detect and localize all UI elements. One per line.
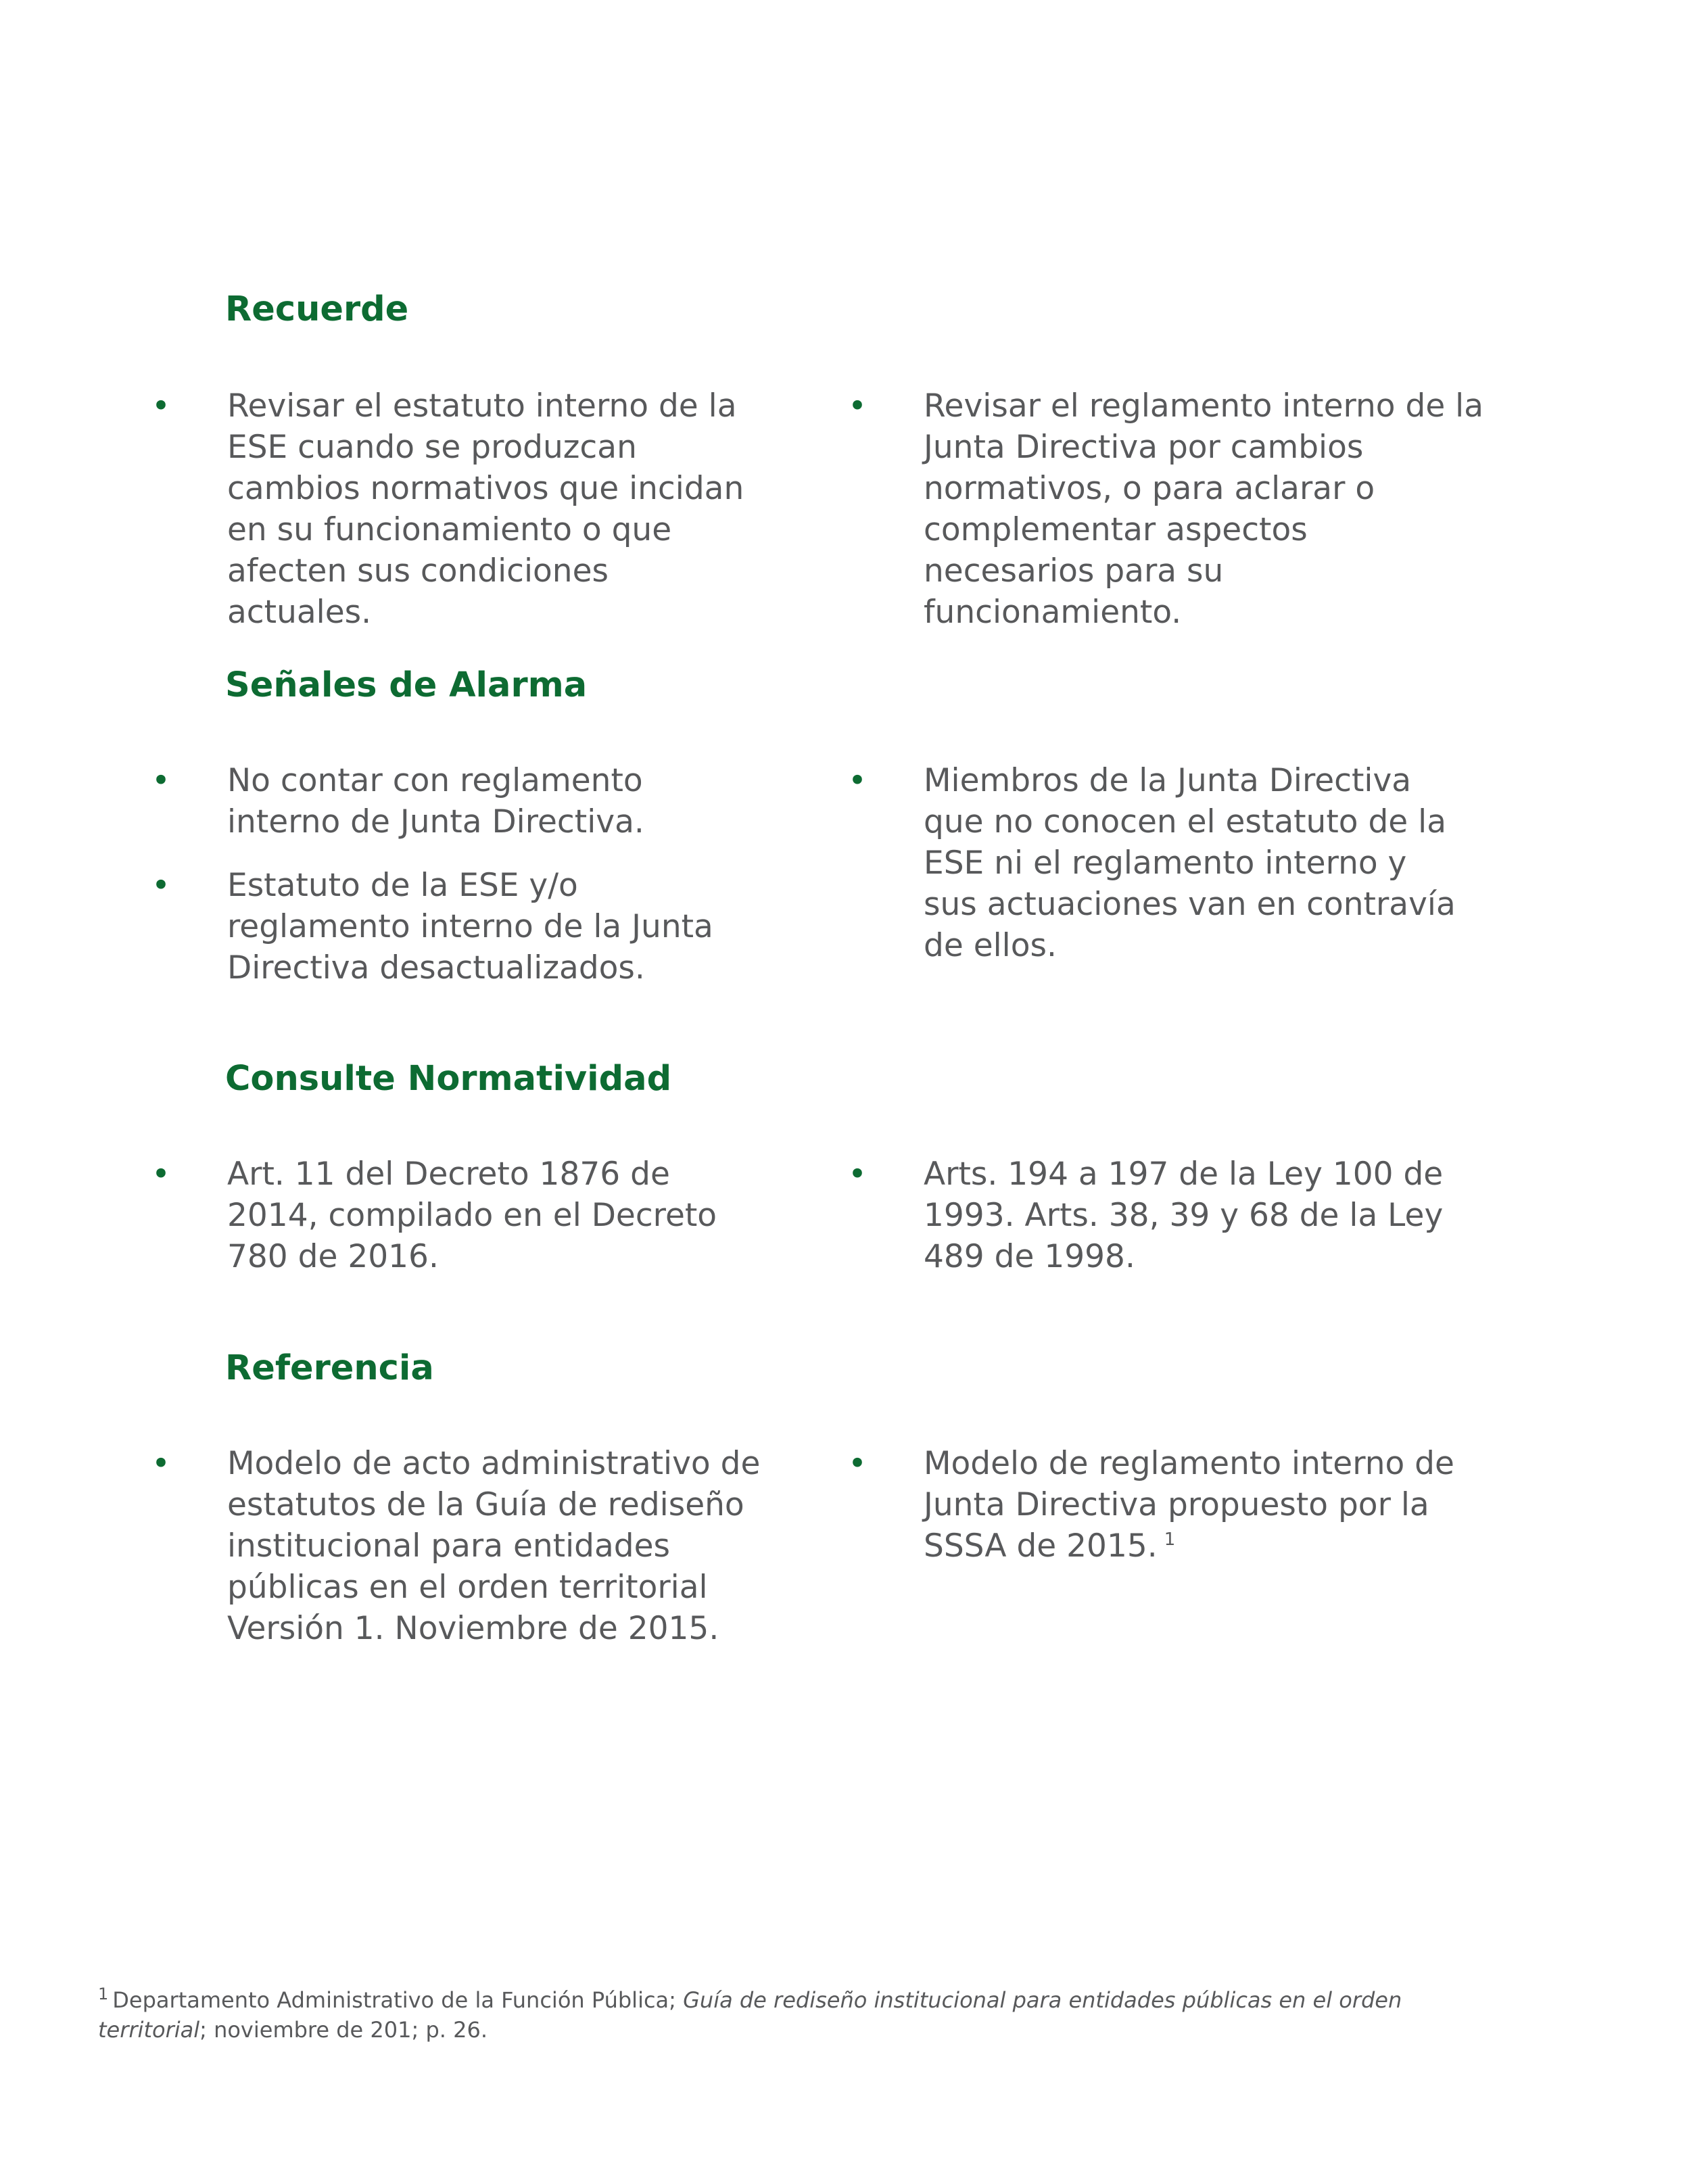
bullet-icon: • [151,867,170,904]
list-item: • Revisar el reglamento interno de la Junta Directiva por cambios normativos, o para aclarar o complementar aspectos necesarios para su funcionamiento. [844,385,1520,633]
bullet-icon: • [151,762,170,799]
bullet-icon: • [848,1445,867,1482]
list-item: • Revisar el estatuto interno de la ESE cuando se produzcan cambios normativos que incidan en su funcionamiento o que afecten sus condiciones actuales. [147,385,810,633]
heading-referencia: Referencia [225,1348,434,1388]
heading-senales-de-alarma: Señales de Alarma [225,665,588,705]
alarma-left-list [147,760,810,1011]
recuerde-left-list [147,385,810,655]
footnote [98,1985,1511,2045]
bullet-icon: • [848,387,867,425]
bullet-icon: • [151,387,170,425]
bullet-icon: • [848,762,867,799]
referencia-right-list [844,1443,1520,1589]
alarma-right-list [844,760,1520,989]
list-item: • No contar con reglamento interno de Junta Directiva. [147,760,810,842]
footnote-marker: 1 [98,1985,109,2004]
footnote-italic-title: Guía de rediseño institucional para entidades públicas en el orden territorial [98,1987,1402,2043]
recuerde-right-list [844,385,1520,655]
heading-recuerde: Recuerde [225,289,409,329]
bullet-icon: • [151,1445,170,1482]
referencia-right-text: Modelo de reglamento interno de Junta Directiva propuesto por la SSSA de 2015. [924,1445,1454,1565]
list-item: • Art. 11 del Decreto 1876 de 2014, compilado en el Decreto 780 de 2016. [147,1154,810,1277]
footnote-text-after: ; noviembre de 201; p. 26. [199,2017,488,2043]
list-item: • Modelo de acto administrativo de estatutos de la Guía de rediseño institucional para entidades públicas en el orden territorial Versión 1. Noviembre de 2015. [147,1443,810,1649]
list-item: • Estatuto de la ESE y/o reglamento interno de la Junta Directiva desactualizados. [147,865,810,989]
referencia-left-list [147,1443,810,1671]
footnote-reference[interactable]: 1 [1164,1529,1176,1550]
list-item: • Miembros de la Junta Directiva que no conocen el estatuto de la ESE ni el reglamento interno y sus actuaciones van en contravía de ellos. [844,760,1520,966]
normatividad-right-list [844,1154,1520,1300]
list-item: • Arts. 194 a 197 de la Ley 100 de 1993. Arts. 38, 39 y 68 de la Ley 489 de 1998. [844,1154,1520,1277]
footnote-text-before: Departamento Administrativo de la Función Pública; [112,1987,684,2013]
bullet-icon: • [848,1156,867,1193]
normatividad-left-list [147,1154,810,1300]
bullet-icon: • [151,1156,170,1193]
heading-consulte-normatividad: Consulte Normatividad [225,1059,672,1099]
list-item [844,1443,1520,1567]
